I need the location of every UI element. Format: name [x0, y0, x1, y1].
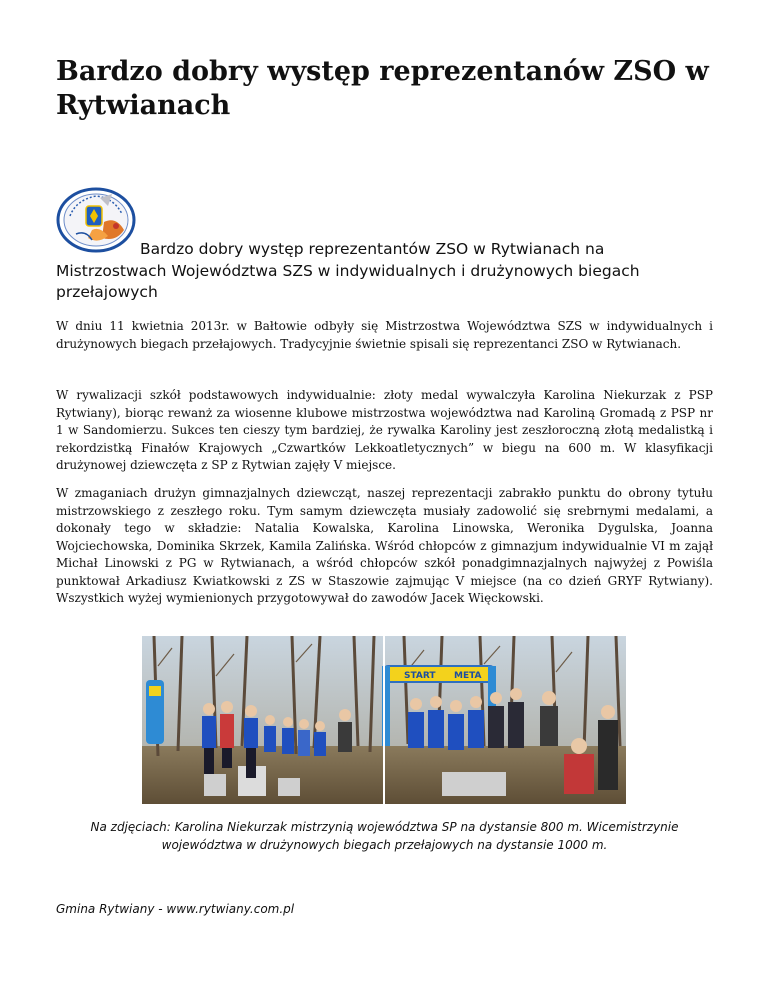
article-paragraph-3: W zmaganiach drużyn gimnazjalnych dziewcząt, naszej reprezentacji zabrakło punktu do obrony tytułu mistrzowskiego z zeszłego roku. Tym samym dziewczęta musiały zadowolić się srebrnymi medalami, a dokonały tego w składzie: Natalia Kowalska, Karolina Linowska, Weronika Dygulska, Joanna Wojciechowska, Dominika Skrzek, Kamila Zalińska. Wśród chłopców z gimnazjum indywidualnie VI m zajął Michał Linowski z PG w Rytwianach, a wśród chłopców szkół ponadgimnazjalnych najwyżej z Powiśla punktował Arkadiusz Kwiatkowski z ZS w Staszowie zajmując V miejsce (na co dzień GRYF Rytwiany). Wszystkich wyżej wymienionych przygotowywał do zawodów Jacek Więckowski.: [56, 486, 713, 605]
photo-caption: Na zdjęciach: Karolina Niekurzak mistrzynią województwa SP na dystansie 800 m. Wicemistrzynie województwa w drużynowych biegach przełajowych na dystansie 1000 m.: [90, 820, 679, 852]
page-title: Bardzo dobry występ reprezentanów ZSO w Rytwianach: [56, 56, 709, 121]
article-subtitle: Bardzo dobry występ reprezentantów ZSO w Rytwianach na Mistrzostwach Województwa SZS w indywidualnych i drużynowych biegach przełajowych: [56, 240, 640, 301]
article-paragraph-2: W rywalizacji szkół podstawowych indywidualnie: złoty medal wywalczyła Karolina Niekurzak z PSP Rytwiany), biorąc rewanż za wiosenne klubowe mistrzostwa województwa nad Karoliną Gromadą z PSP nr 1 w Sandomierzu. Sukces ten cieszy tym bardziej, że rywalka Karoliny jest zeszłoroczną złotą medalistką i rekordzistką Finałów Krajowych „Czwartków Lekkoatletycznych” w biegu na 600 m. W klasyfikacji drużynowej dziewczęta z SP z Rytwian zajęły V miejsce.: [56, 388, 713, 472]
event-photo-collage: [142, 636, 626, 804]
footer-site-link[interactable]: Gmina Rytwiany - www.rytwiany.com.pl: [56, 902, 295, 916]
article-paragraph-1: W dniu 11 kwietnia 2013r. w Bałtowie odbyły się Mistrzostwa Województwa SZS w indywidualnych i drużynowych biegach przełajowych. Tradycyjnie świetnie spisali się reprezentanci ZSO w Rytwianach.: [56, 319, 713, 351]
start-banner-label: START: [404, 671, 436, 681]
finish-banner-label: META: [454, 671, 482, 681]
